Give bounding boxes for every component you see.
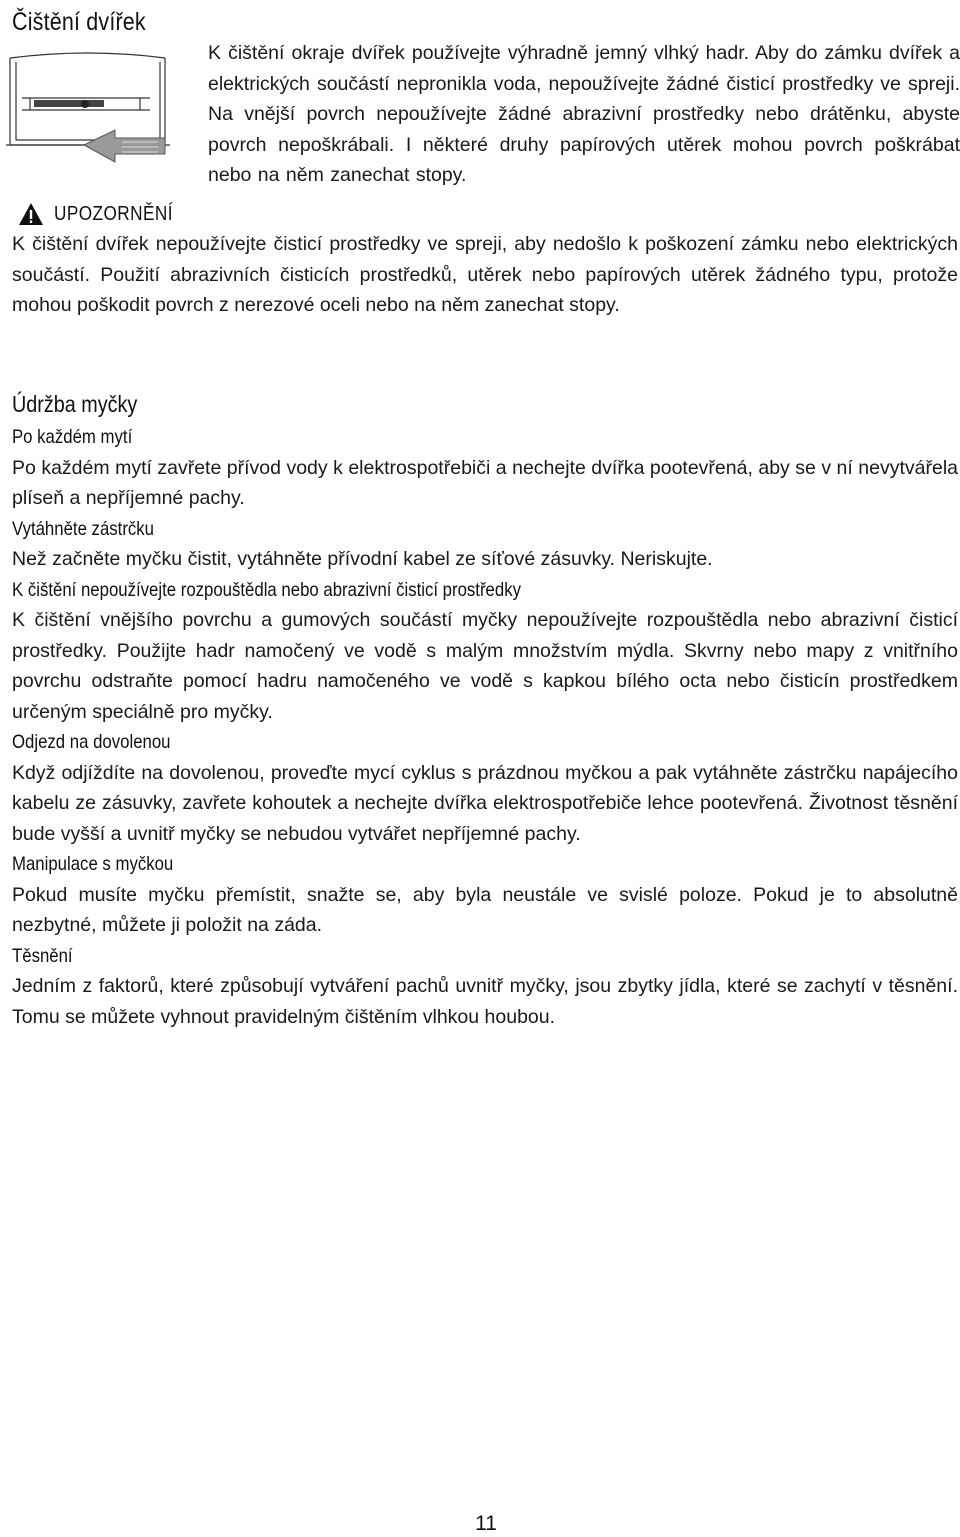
warning-text: K čištění dvířek nepoužívejte čisticí prostředky ve spreji, aby nedošlo k poškození zámku nebo elektrických součástí. Použití abrazivních čisticích prostředků, utěrek nebo papírových utěrek žádného typu, protože mohou poškodit povrch z nerezové oceli nebo na něm zanechat stopy.	[12, 233, 958, 316]
subheading-after-wash: Po každém mytí	[12, 426, 133, 448]
paragraph-after-wash: Po každém mytí zavřete přívod vody k elektrospotřebiči a nechejte dvířka pootevřená, aby se v ní nevytvářela plíseň a nepříjemné pachy.	[12, 456, 958, 509]
maintenance-section	[12, 388, 958, 1032]
page-number: 11	[475, 1512, 497, 1535]
warning-heading	[18, 200, 192, 228]
paragraph-moving: Pokud musíte myčku přemístit, snažte se, aby byla neustále ve svislé poloze. Pokud je to absolutně nezbytné, můžete ji položit na záda.	[12, 883, 958, 936]
warning-triangle-icon	[18, 202, 44, 226]
paragraph-vacation: Když odjíždíte na dovolenou, proveďte mycí cyklus s prázdnou myčkou a pak vytáhněte zástrčku napájecího kabelu ze zásuvky, zavřete kohoutek a nechejte dvířka elektrospotřebiče lehce pootevřená. Životnost těsnění bude vyšší a uvnitř myčky se nebudou vytvářet nepříjemné pachy.	[12, 761, 958, 845]
subheading-seals: Těsnění	[12, 944, 73, 967]
paragraph-no-solvents: K čištění vnějšího povrchu a gumových součástí myčky nepoužívejte rozpouštědla nebo abrazivní čisticí prostředky. Použijte hadr namočený ve vodě s malým množstvím mýdla. Skvrny nebo mapy z vnitřního povrchu odstraňte pomocí hadru namočeného ve vodě s kapkou bílého octa nebo čisticín prostředkem určeným speciálně pro myčky.	[12, 609, 958, 723]
subheading-unplug: Vytáhněte zástrčku	[12, 517, 155, 540]
dishwasher-door-wipe-illustration	[0, 50, 185, 190]
paragraph-seals: Jedním z faktorů, které způsobují vytváření pachů uvnitř myčky, jsou zbytky jídla, které se zachytí v těsnění. Tomu se můžete vyhnout pravidelným čištěním vlhkou houbou.	[12, 975, 958, 1028]
paragraph-unplug: Než začněte myčku čistit, vytáhněte přívodní kabel ze síťové zásuvky. Neriskujte.	[12, 548, 713, 570]
subheading-vacation: Odjezd na dovolenou	[12, 731, 171, 753]
maintenance-title: Údržba myčky	[12, 391, 138, 417]
subheading-no-solvents: K čištění nepoužívejte rozpouštědla nebo abrazivní čisticí prostředky	[12, 578, 521, 601]
subheading-moving: Manipulace s myčkou	[12, 853, 174, 875]
warning-label: UPOZORNĚNÍ	[54, 202, 173, 225]
door-cleaning-intro: K čištění okraje dvířek používejte výhradně jemný vlhký hadr. Aby do zámku dvířek a elektrických součástí nepronikla voda, nepoužívejte žádné čisticí prostředky ve spreji. Na vnější povrch nepoužívejte žádné abrazivní prostředky nebo drátěnku, abyste povrch nepoškrábali. I některé druhy papírových utěrek mohou povrch poškrábat nebo na něm zanechat stopy.	[208, 42, 960, 186]
section-title-door-cleaning: Čištění dvířek	[12, 8, 146, 36]
